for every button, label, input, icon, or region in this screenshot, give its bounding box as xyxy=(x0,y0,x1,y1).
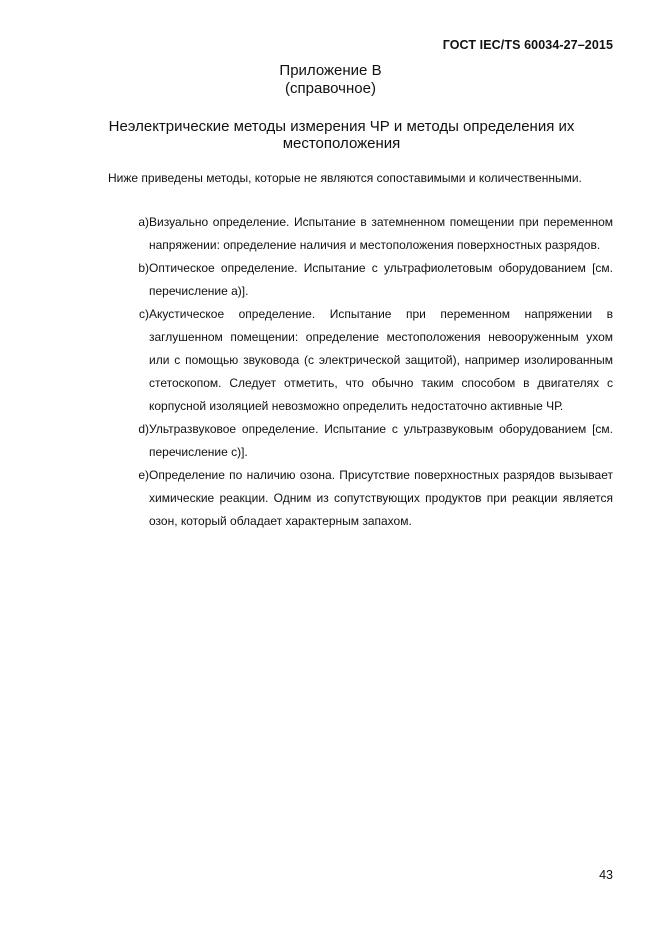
list-item xyxy=(115,418,613,464)
list-item xyxy=(115,464,613,533)
list-item-text: Визуально определение. Испытание в затемненном помещении при переменном напряжении: определение наличия и местоположения поверхностных разрядов. xyxy=(149,215,613,252)
document-code: ГОСТ IEC/TS 60034-27–2015 xyxy=(442,38,613,52)
list-item-text: Акустическое определение. Испытание при переменном напряжении в заглушенном помещении: определение местоположения невооруженным ухом или с помощью звуковода (с электрической защитой), например изолированным стетоскопом. Следует отметить, что обычно таким способом в двигателях с корпусной изоляцией невозможно определить недостаточно активные ЧР. xyxy=(149,307,613,413)
list-marker: b) xyxy=(138,261,149,275)
list-item-text: Ультразвуковое определение. Испытание с ультразвуковым оборудованием [см. перечисление с)]. xyxy=(149,422,613,459)
section-heading xyxy=(70,118,613,152)
intro-paragraph: Ниже приведены методы, которые не являются сопоставимыми и количественными. xyxy=(108,171,582,185)
section-heading-line-2: местоположения xyxy=(282,135,401,152)
list-item-text: Определение по наличию озона. Присутствие поверхностных разрядов вызывает химические реакции. Одним из сопутствующих продуктов при реакции является озон, который обладает характерным запахом. xyxy=(149,468,613,528)
appendix-label: Приложение В xyxy=(279,62,382,79)
list-marker: e) xyxy=(138,468,149,482)
appendix-title xyxy=(0,62,661,98)
list-item xyxy=(115,211,613,257)
appendix-status: (справочное) xyxy=(285,80,376,97)
list-marker: а) xyxy=(138,215,149,229)
list-item-text: Оптическое определение. Испытание с ультрафиолетовым оборудованием [см. перечисление а)]. xyxy=(149,261,613,298)
list-marker: d) xyxy=(138,422,149,436)
page-number: 43 xyxy=(599,868,613,882)
list-item xyxy=(115,257,613,303)
list-item xyxy=(115,303,613,418)
section-heading-line-1: Неэлектрические методы измерения ЧР и методы определения их xyxy=(108,118,575,135)
list-marker: c) xyxy=(139,307,149,321)
methods-list xyxy=(115,211,613,533)
